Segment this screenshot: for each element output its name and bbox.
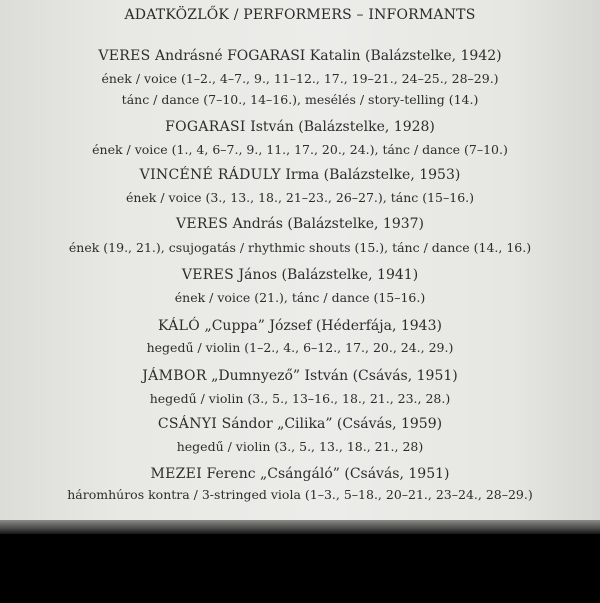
performer-details-name: János (Balázstelke, 1941) <box>234 267 419 283</box>
performer-role: ének / voice (21.), tánc / dance (15–16.) <box>174 290 426 305</box>
performer-surname: VINCÉNÉ RÁDULY <box>139 167 281 183</box>
performer-details-name: Irma (Balázstelke, 1953) <box>280 167 461 183</box>
performer-role: hegedű / violin (3., 5., 13., 18., 21., 28) <box>176 439 424 454</box>
performer-surname: VERES <box>98 48 151 64</box>
performer-surname: KÁLÓ <box>158 318 201 334</box>
performer-name <box>0 416 600 432</box>
performer-role: hegedű / violin (3., 5., 13–16., 18., 21., 23., 28.) <box>149 391 451 406</box>
performer-name <box>0 267 600 283</box>
performer-role: ének (19., 21.), csujogatás / rhythmic shouts (15.), tánc / dance (14., 16.) <box>68 240 532 255</box>
performer-details-name: „Dumnyező” István (Csávás, 1951) <box>206 368 458 384</box>
performer-name <box>0 368 600 384</box>
performer-name <box>0 119 600 135</box>
performer-role: hegedű / violin (1–2., 4., 6–12., 17., 20., 24., 29.) <box>146 340 454 355</box>
performer-name <box>0 48 600 64</box>
performer-surname: VERES <box>175 216 229 232</box>
performer-name <box>0 318 600 334</box>
performer-name <box>0 466 600 482</box>
performer-name <box>0 216 600 232</box>
performer-role: ének / voice (3., 13., 18., 21–23., 26–27.), tánc (15–16.) <box>125 190 475 205</box>
performer-role: tánc / dance (7–10., 14–16.), mesélés / story-telling (14.) <box>121 92 479 107</box>
performer-details-name: Ferenc „Csángáló” (Csávás, 1951) <box>202 466 450 482</box>
performer-details-name: András (Balázstelke, 1937) <box>228 216 425 232</box>
performer-details-name: István (Balázstelke, 1928) <box>245 119 435 135</box>
performer-details-name: „Cuppa” József (Héderfája, 1943) <box>200 318 442 334</box>
page-heading: ADATKÖZLŐK / PERFORMERS – INFORMANTS <box>124 7 476 23</box>
performer-role: háromhúros kontra / 3-stringed viola (1–3., 5–18., 20–21., 23–24., 28–29.) <box>67 487 533 502</box>
performer-surname: CSÁNYI <box>157 416 218 432</box>
performer-role: ének / voice (1., 4, 6–7., 9., 11., 17., 20., 24.), tánc / dance (7–10.) <box>92 142 508 157</box>
performer-name <box>0 167 600 183</box>
performer-details-name: Andrásné FOGARASI Katalin (Balázstelke, 1942) <box>150 48 502 64</box>
performer-surname: MEZEI <box>150 466 203 482</box>
performer-role: ének / voice (1–2., 4–7., 9., 11–12., 17., 19–21., 24–25., 28–29.) <box>101 71 499 86</box>
page-edge-shadow <box>0 520 600 534</box>
performer-surname: FOGARASI <box>165 119 246 135</box>
performer-surname: JÁMBOR <box>142 368 207 384</box>
performer-details-name: Sándor „Cilika” (Csávás, 1959) <box>217 416 443 432</box>
performer-surname: VERES <box>181 267 235 283</box>
